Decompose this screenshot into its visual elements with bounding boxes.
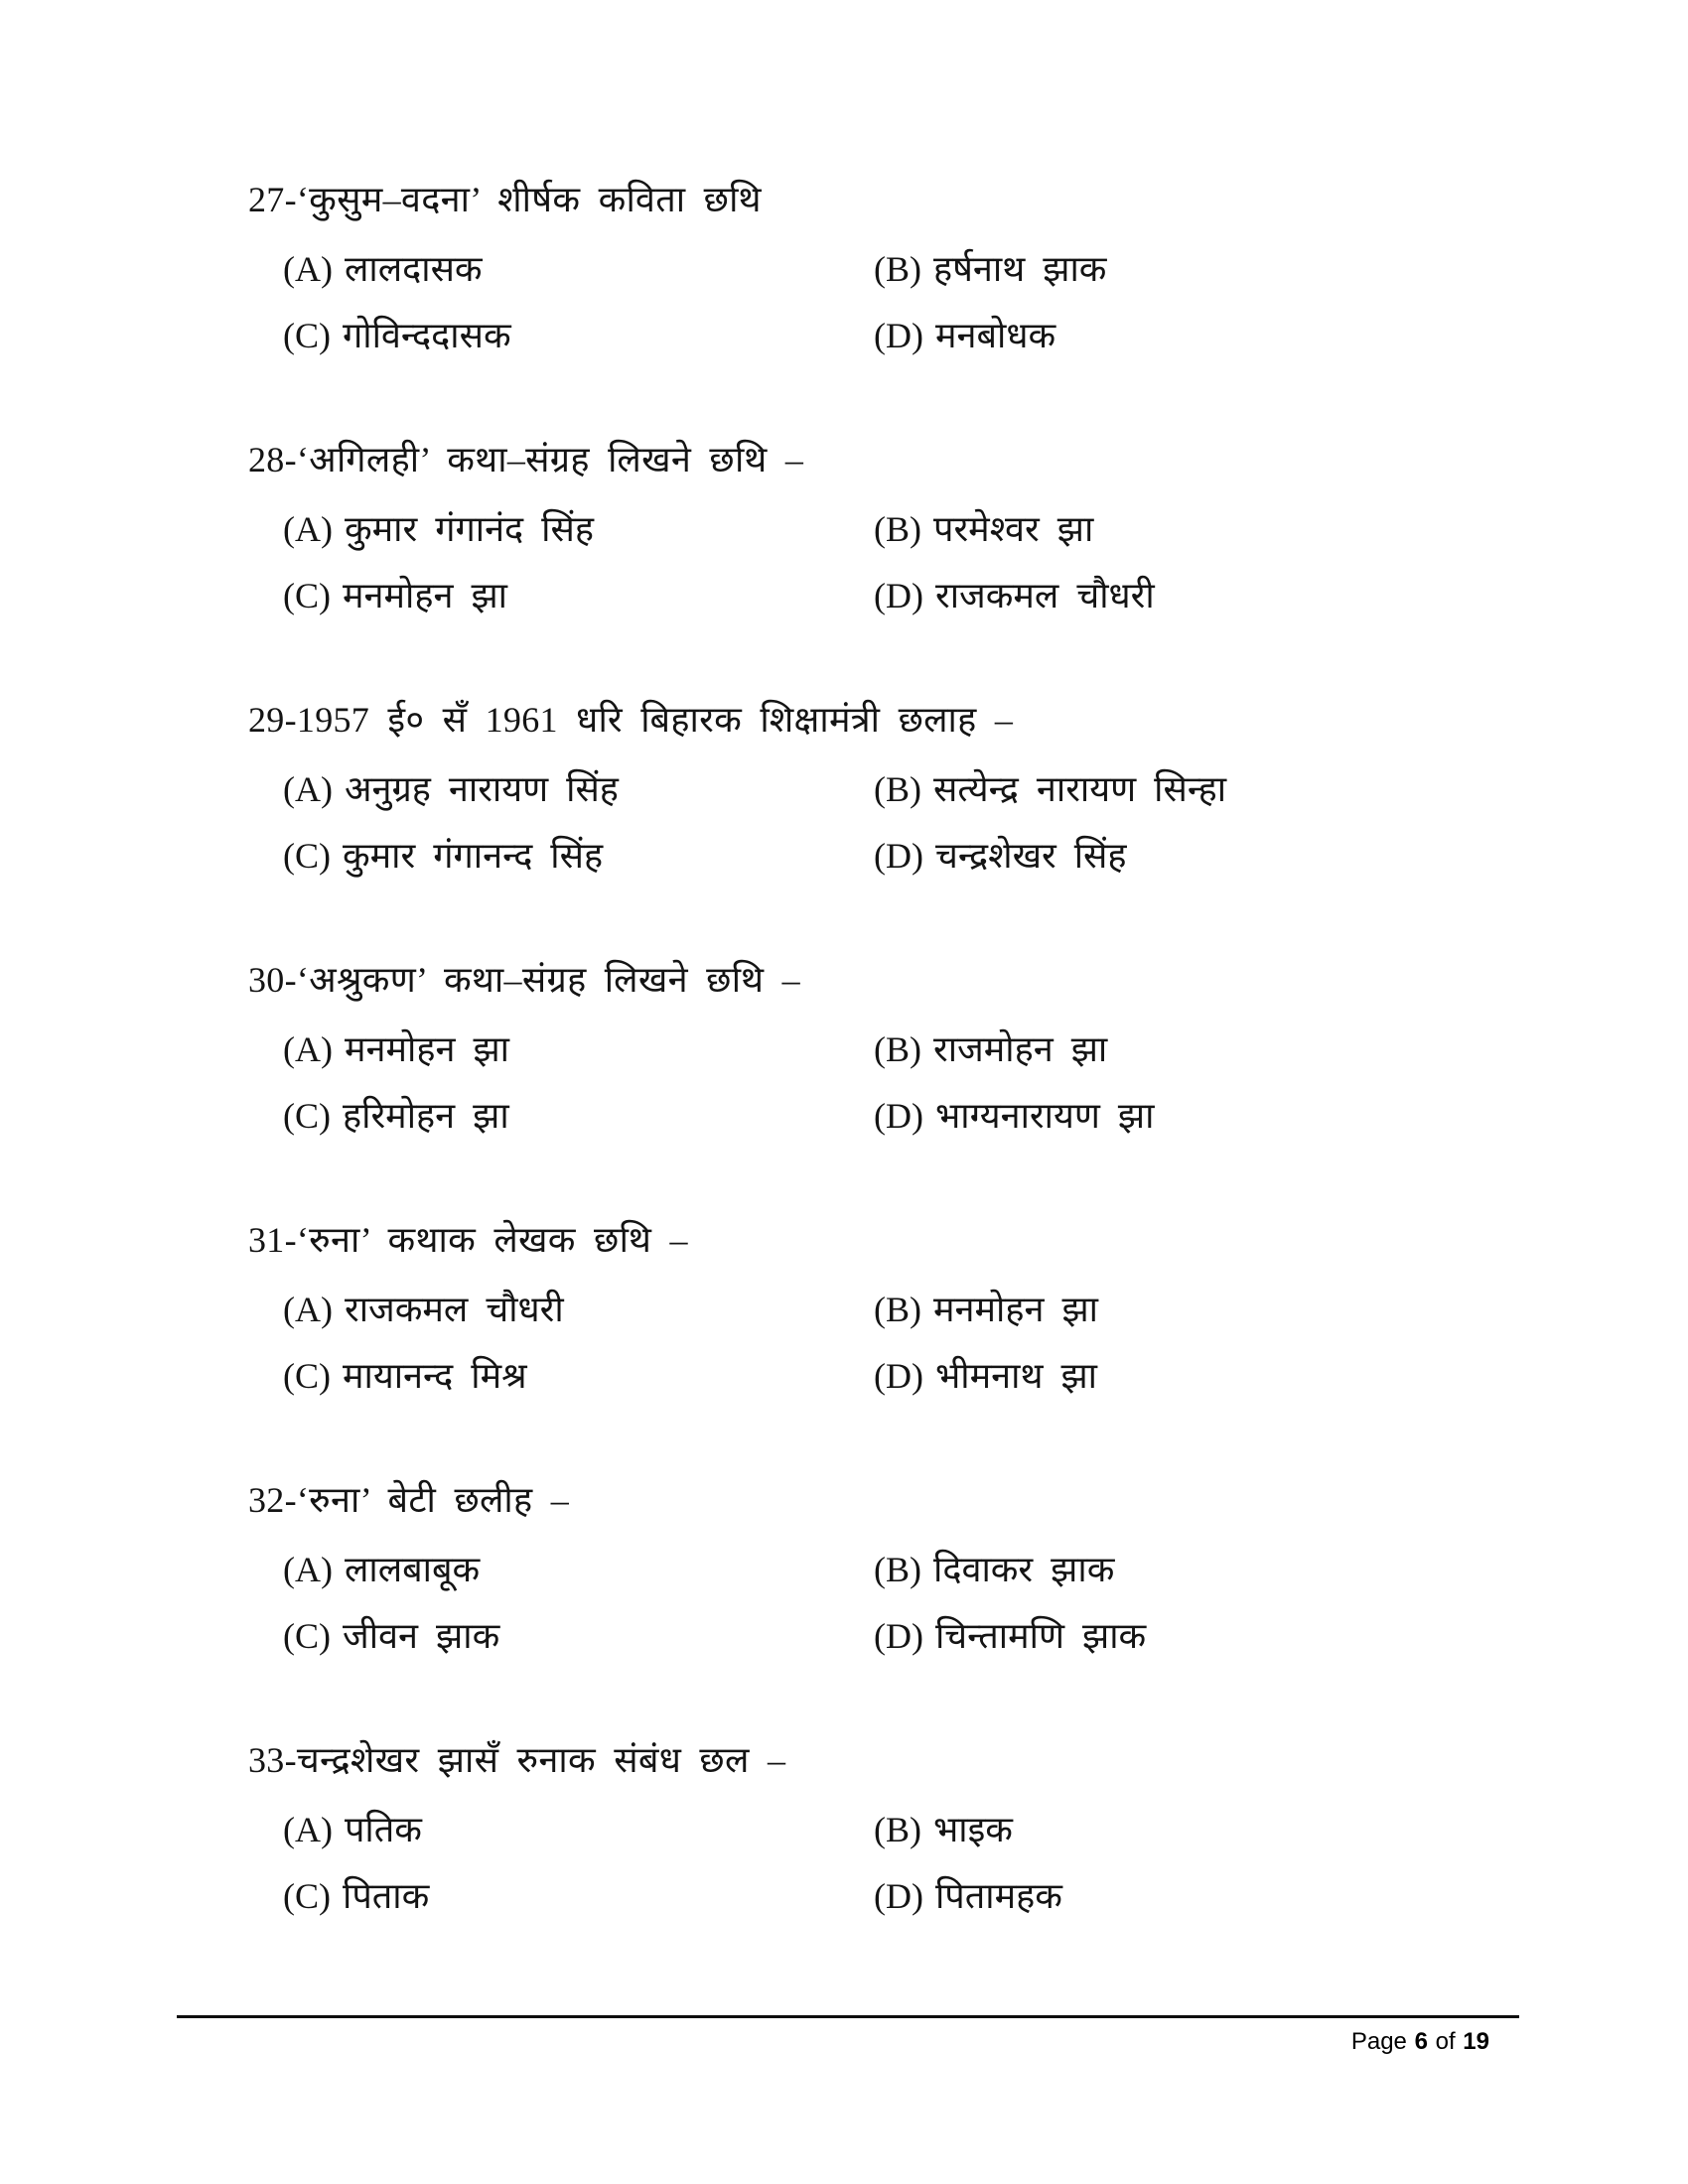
option-d [874, 1355, 1097, 1397]
option-a-label: (A) [283, 1810, 333, 1849]
option-a-text: लालदासक [344, 249, 483, 289]
question-heading: 30-‘अश्रुकण’ कथा–संग्रह लिखने छथि – [248, 960, 800, 1000]
option-a [283, 1549, 874, 1590]
question-block [248, 1219, 1549, 1397]
option-c-label: (C) [283, 316, 331, 355]
option-d [874, 1875, 1062, 1917]
option-d-label: (D) [874, 1876, 923, 1916]
option-c-text: मायानन्द मिश्र [343, 1356, 527, 1396]
option-b-text: सत्येन्द्र नारायण सिन्हा [933, 769, 1227, 809]
option-d-text: चिन्तामणि झाक [934, 1616, 1147, 1656]
option-c [283, 835, 874, 877]
option-d [874, 575, 1155, 616]
footer-page-word: Page [1350, 2028, 1407, 2055]
option-b-label: (B) [874, 509, 921, 549]
footer-of-word: of [1435, 2028, 1456, 2055]
option-row-cd [283, 1875, 1549, 1917]
option-d-label: (D) [874, 576, 923, 615]
option-a-text: पतिक [344, 1810, 422, 1849]
option-b-label: (B) [874, 1029, 921, 1069]
question-heading: 31-‘रुना’ कथाक लेखक छथि – [248, 1220, 688, 1260]
question-block [248, 1739, 1549, 1917]
option-a [283, 1809, 874, 1850]
option-b-label: (B) [874, 1550, 921, 1589]
option-c-text: जीवन झाक [343, 1616, 500, 1656]
option-b-label: (B) [874, 769, 921, 809]
option-b-text: हर्षनाथ झाक [933, 249, 1107, 289]
option-b-label: (B) [874, 1290, 921, 1329]
option-d-label: (D) [874, 316, 923, 355]
question-heading: 29-1957 ई० सँ 1961 धरि बिहारक शिक्षामंत्री छलाह – [248, 700, 1014, 740]
option-a [283, 1028, 874, 1070]
option-c-text: हरिमोहन झा [343, 1096, 509, 1136]
option-a-text: कुमार गंगानंद सिंह [344, 509, 594, 549]
question-block [248, 1479, 1549, 1657]
option-a [283, 248, 874, 290]
option-d [874, 1615, 1146, 1657]
option-d-label: (D) [874, 1616, 923, 1656]
option-a [283, 768, 874, 810]
option-b [874, 1549, 1114, 1590]
option-d-text: पितामहक [934, 1876, 1062, 1916]
option-d-text: राजकमल चौधरी [934, 576, 1155, 615]
page-number-footer [177, 2028, 1489, 2056]
option-c-label: (C) [283, 836, 331, 876]
option-a-label: (A) [283, 1550, 333, 1589]
footer-total-pages: 19 [1463, 2028, 1489, 2055]
option-a-label: (A) [283, 249, 333, 289]
question-heading: 27-‘कुसुम–वदना’ शीर्षक कविता छथि [248, 180, 762, 219]
option-a-label: (A) [283, 509, 333, 549]
option-row-ab [283, 1289, 1549, 1330]
question-heading: 33-चन्द्रशेखर झासँ रुनाक संबंध छल – [248, 1740, 786, 1780]
option-row-cd [283, 1615, 1549, 1657]
option-c-label: (C) [283, 1356, 331, 1396]
question-block [248, 439, 1549, 616]
question-heading: 32-‘रुना’ बेटी छलीह – [248, 1480, 570, 1520]
option-row-ab [283, 248, 1549, 290]
option-d-label: (D) [874, 1356, 923, 1396]
option-a-text: राजकमल चौधरी [344, 1290, 564, 1329]
option-d-text: चन्द्रशेखर सिंह [934, 836, 1127, 876]
option-d-label: (D) [874, 1096, 923, 1136]
option-c [283, 575, 874, 616]
option-b [874, 508, 1093, 550]
option-c [283, 1095, 874, 1137]
option-c-text: गोविन्ददासक [343, 316, 511, 355]
option-d-label: (D) [874, 836, 923, 876]
option-d [874, 835, 1127, 877]
option-row-ab [283, 1809, 1549, 1850]
option-c-text: पिताक [343, 1876, 430, 1916]
option-b-label: (B) [874, 1810, 921, 1849]
option-a-label: (A) [283, 1029, 333, 1069]
questions-list [248, 179, 1549, 1999]
option-b-text: राजमोहन झा [933, 1029, 1108, 1069]
option-row-cd [283, 835, 1549, 877]
option-row-ab [283, 1549, 1549, 1590]
option-a-text: मनमोहन झा [344, 1029, 509, 1069]
footer-current-page: 6 [1414, 2028, 1428, 2055]
option-row-cd [283, 1355, 1549, 1397]
option-row-ab [283, 1028, 1549, 1070]
option-c-label: (C) [283, 1616, 331, 1656]
option-b-text: दिवाकर झाक [933, 1550, 1115, 1589]
option-a-text: लालबाबूक [344, 1550, 481, 1589]
option-a-label: (A) [283, 769, 333, 809]
option-d [874, 315, 1055, 356]
option-c-text: मनमोहन झा [343, 576, 507, 615]
option-c [283, 1355, 874, 1397]
option-c [283, 315, 874, 356]
option-a [283, 1289, 874, 1330]
option-c [283, 1615, 874, 1657]
option-row-ab [283, 768, 1549, 810]
option-b [874, 1028, 1107, 1070]
option-a [283, 508, 874, 550]
option-a-text: अनुग्रह नारायण सिंह [344, 769, 619, 809]
option-d-text: मनबोधक [934, 316, 1056, 355]
option-c [283, 1875, 874, 1917]
option-c-label: (C) [283, 1096, 331, 1136]
option-row-cd [283, 575, 1549, 616]
option-c-label: (C) [283, 1876, 331, 1916]
option-c-label: (C) [283, 576, 331, 615]
footer-divider-line [177, 2015, 1519, 2018]
option-b [874, 1289, 1098, 1330]
option-b [874, 1809, 1013, 1850]
option-row-ab [283, 508, 1549, 550]
option-b-text: परमेश्वर झा [933, 509, 1094, 549]
question-block [248, 179, 1549, 356]
option-d-text: भीमनाथ झा [934, 1356, 1097, 1396]
option-b-label: (B) [874, 249, 921, 289]
option-b-text: भाइक [933, 1810, 1013, 1849]
option-b [874, 768, 1226, 810]
option-b [874, 248, 1106, 290]
option-c-text: कुमार गंगानन्द सिंह [343, 836, 604, 876]
option-row-cd [283, 1095, 1549, 1137]
option-d-text: भाग्यनारायण झा [934, 1096, 1155, 1136]
option-row-cd [283, 315, 1549, 356]
option-a-label: (A) [283, 1290, 333, 1329]
option-d [874, 1095, 1154, 1137]
option-b-text: मनमोहन झा [933, 1290, 1098, 1329]
question-heading: 28-‘अगिलही’ कथा–संग्रह लिखने छथि – [248, 440, 804, 479]
question-block [248, 699, 1549, 877]
question-block [248, 959, 1549, 1137]
